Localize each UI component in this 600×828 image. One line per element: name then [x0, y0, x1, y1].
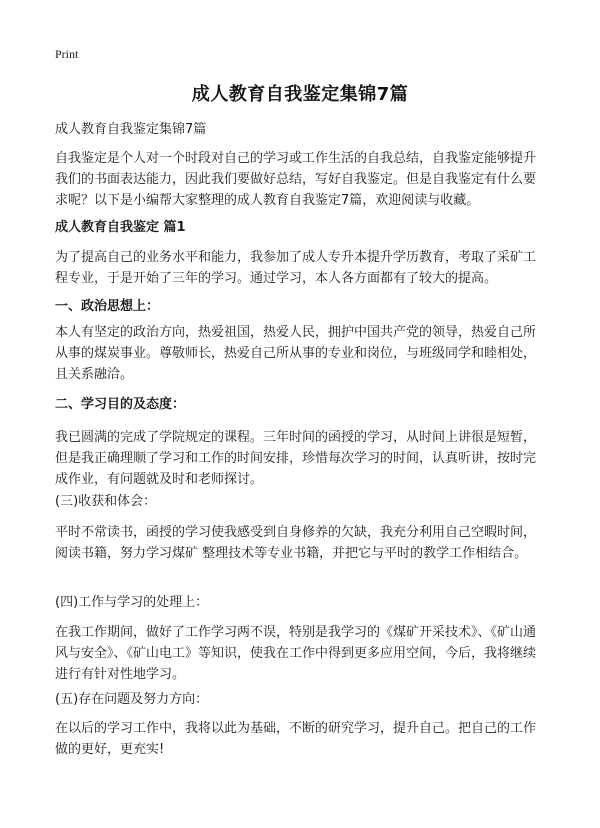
document-subtitle: 成人教育自我鉴定集锦7篇 [55, 122, 207, 137]
page-title: 成人教育自我鉴定集锦7篇 [191, 84, 409, 105]
paragraph-1: 为了提高自己的业务水平和能力，我参加了成人专升本提升学历教育，考取了采矿工程专业，于是开始了三年的学习。通过学习，本人各方面都有了较大的提高。 [55, 250, 537, 286]
section-heading-political: 一、政治思想上： [55, 299, 160, 314]
paragraph-2: 本人有坚定的政治方向，热爱祖国，热爱人民，拥护中国共产党的领导，热爱自己所从事的煤炭事业。尊敬师长，热爱自己所从事的专业和岗位，与班级同学和睦相处，且关系融洽。 [55, 325, 537, 382]
print-link[interactable]: Print [55, 47, 79, 61]
section-heading-work-study: (四)工作与学习的处理上： [55, 595, 209, 610]
section-heading-gains: (三)收获和体会： [55, 494, 157, 509]
section-heading-study-purpose: 二、学习目的及态度： [55, 397, 186, 412]
paragraph-4: 平时不常读书，函授的学习使我感受到自身修养的欠缺，我充分利用自己空暇时间，阅读书籍，努力学习煤矿 整理技术等专业书籍，并把它与平时的教学工作相结合。 [55, 525, 537, 561]
paragraph-3: 我已圆满的完成了学院规定的课程。三年时间的函授的学习，从时间上讲很是短暂，但是我正确理顺了学习和工作的时间安排，珍惜每次学习的时间，认真听讲，按时完成作业，有问题就及时和老师探讨。 [55, 430, 537, 487]
section-heading-problems: (五)存在问题及努力方向： [55, 692, 209, 707]
paragraph-6: 在以后的学习工作中，我将以此为基础，不断的研究学习，提升自己。把自己的工作做的更好，更充实! [55, 721, 537, 757]
paragraph-5: 在我工作期间，做好了工作学习两不误，特别是我学习的《煤矿开采技术》、《矿山通风与安全》、《矿山电工》等知识，使我在工作中得到更多应用空间，今后，我将继续进行有针对性地学习。 [55, 625, 537, 682]
piece-heading: 成人教育自我鉴定 篇1 [55, 220, 186, 235]
intro-paragraph: 自我鉴定是个人对一个时段对自己的学习或工作生活的自我总结，自我鉴定能够提升我们的书面表达能力，因此我们要做好总结，写好自我鉴定。但是自我鉴定有什么要求呢？以下是小编帮大家整理的成人教育自我鉴定7篇，欢迎阅读与收藏。 [55, 151, 537, 208]
